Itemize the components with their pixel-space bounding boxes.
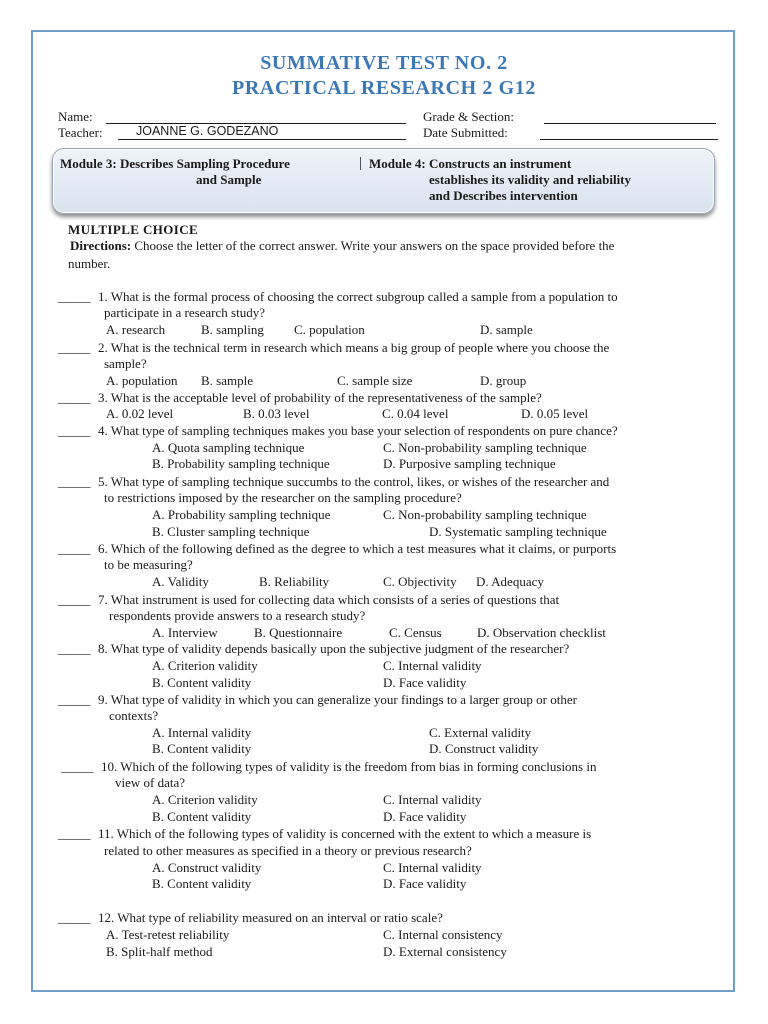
answer-blank[interactable]: _____ — [58, 826, 91, 841]
option-d: D. sample — [480, 322, 533, 337]
option-d: D. group — [480, 373, 527, 388]
option-c: C. External validity — [429, 725, 532, 740]
answer-blank[interactable]: _____ — [58, 423, 91, 438]
question-text: 9. What type of validity in which you can generalize your findings to a larger group or other — [98, 692, 577, 707]
answer-blank[interactable]: _____ — [58, 390, 91, 405]
option-b: B. Questionnaire — [254, 625, 343, 640]
option-c: C. sample size — [337, 373, 413, 388]
option-a: A. Validity — [152, 574, 209, 589]
directions-text: Choose the letter of the correct answer. Write your answers on the space provided before the — [131, 238, 615, 253]
question-text: 3. What is the acceptable level of probability of the representativeness of the sample? — [98, 390, 542, 405]
option-c: C. Internal validity — [383, 860, 482, 875]
question-text-cont: view of data? — [115, 775, 186, 790]
option-d: D. Face validity — [383, 876, 467, 891]
question-text: 2. What is the technical term in research which means a big group of people where you choose the — [98, 340, 610, 355]
option-a: A. Interview — [152, 625, 218, 640]
option-d: D. Observation checklist — [477, 625, 606, 640]
answer-blank[interactable]: _____ — [58, 910, 91, 925]
question-text-cont: related to other measures as specified in a theory or previous research? — [104, 843, 472, 858]
date-submitted-label: Date Submitted: — [423, 125, 508, 140]
option-d: D. Systematic sampling technique — [429, 524, 607, 539]
question-text: 10. Which of the following types of validity is the freedom from bias in forming conclusions in — [101, 759, 597, 774]
teacher-label: Teacher: — [58, 125, 103, 140]
answer-blank[interactable]: _____ — [61, 759, 94, 774]
question-text: 12. What type of reliability measured on an interval or ratio scale? — [98, 910, 443, 925]
grade-section-label: Grade & Section: — [423, 109, 514, 124]
option-a: A. Criterion validity — [152, 658, 258, 673]
option-d: D. Adequacy — [476, 574, 544, 589]
option-d: D. Construct validity — [429, 741, 539, 756]
option-c: C. Non-probability sampling technique — [383, 507, 587, 522]
grade-section-blank — [544, 123, 716, 124]
answer-blank[interactable]: _____ — [58, 541, 91, 556]
option-b: B. Cluster sampling technique — [152, 524, 310, 539]
subject-title: PRACTICAL RESEARCH 2 G12 — [232, 77, 536, 99]
directions-text-cont: number. — [68, 256, 111, 271]
question-text-cont: to restrictions imposed by the researcher on the sampling procedure? — [104, 490, 462, 505]
question-text: 11. Which of the following types of validity is concerned with the extent to which a measure is — [98, 826, 592, 841]
answer-blank[interactable]: _____ — [58, 692, 91, 707]
option-a: A. Probability sampling technique — [152, 507, 331, 522]
option-d: D. Purposive sampling technique — [383, 456, 556, 471]
answer-blank[interactable]: _____ — [58, 474, 91, 489]
module-3-title-cont: and Sample — [196, 172, 262, 187]
question-text-cont: contexts? — [109, 708, 159, 723]
option-c: C. Internal consistency — [383, 927, 503, 942]
directions — [70, 238, 614, 254]
name-label: Name: — [58, 109, 93, 124]
date-submitted-blank — [540, 139, 718, 140]
option-d: D. 0.05 level — [521, 406, 589, 421]
module-4-title-cont2: and Describes intervention — [429, 188, 578, 203]
option-b: B. Content validity — [152, 675, 252, 690]
option-b: B. Reliability — [259, 574, 330, 589]
option-c: C. 0.04 level — [382, 406, 449, 421]
option-d: D. Face validity — [383, 675, 467, 690]
option-d: D. External consistency — [383, 944, 507, 959]
question-text: 5. What type of sampling technique succumbs to the control, likes, or wishes of the researcher and — [98, 474, 610, 489]
question-text: 6. Which of the following defined as the degree to which a test measures what it claims, or purports — [98, 541, 617, 556]
option-c: C. Internal validity — [383, 658, 482, 673]
option-a: A. 0.02 level — [106, 406, 174, 421]
option-c: C. Census — [389, 625, 442, 640]
option-c: C. Internal validity — [383, 792, 482, 807]
option-b: B. Content validity — [152, 809, 252, 824]
option-b: B. Content validity — [152, 741, 252, 756]
question-text: 7. What instrument is used for collecting data which consists of a series of questions that — [98, 592, 560, 607]
directions-label: Directions: — [70, 238, 132, 253]
question-text-cont: respondents provide answers to a research study? — [109, 608, 366, 623]
section-heading: MULTIPLE CHOICE — [68, 222, 199, 237]
option-b: B. Probability sampling technique — [152, 456, 330, 471]
option-b: B. sampling — [201, 322, 264, 337]
option-b: B. 0.03 level — [243, 406, 310, 421]
option-c: C. population — [294, 322, 365, 337]
module-3-title: Module 3: Describes Sampling Procedure — [60, 156, 290, 171]
question-text: 4. What type of sampling techniques makes you base your selection of respondents on pure chance? — [98, 423, 618, 438]
option-a: A. Quota sampling technique — [152, 440, 305, 455]
answer-blank[interactable]: _____ — [58, 289, 91, 304]
teacher-name: JOANNE G. GODEZANO — [136, 124, 279, 138]
module-4-title: Module 4: Constructs an instrument — [369, 156, 572, 171]
question-text-cont: participate in a research study? — [104, 305, 265, 320]
question-text-cont: sample? — [104, 356, 147, 371]
module-separator: | — [359, 155, 363, 171]
option-c: C. Objectivity — [383, 574, 457, 589]
option-a: A. Test-retest reliability — [106, 927, 230, 942]
answer-blank[interactable]: _____ — [58, 592, 91, 607]
answer-blank[interactable]: _____ — [58, 641, 91, 656]
question-text-cont: to be measuring? — [104, 557, 193, 572]
option-c: C. Non-probability sampling technique — [383, 440, 587, 455]
option-a: A. Construct validity — [152, 860, 262, 875]
module-4-title-cont: establishes its validity and reliability — [429, 172, 632, 187]
question-text: 8. What type of validity depends basically upon the subjective judgment of the researcher? — [98, 641, 570, 656]
option-b: B. Content validity — [152, 876, 252, 891]
option-a: A. research — [106, 322, 166, 337]
option-d: D. Face validity — [383, 809, 467, 824]
option-a: A. Internal validity — [152, 725, 252, 740]
teacher-blank — [118, 139, 406, 140]
option-a: A. Criterion validity — [152, 792, 258, 807]
option-b: B. sample — [201, 373, 253, 388]
test-title: SUMMATIVE TEST NO. 2 — [260, 52, 508, 74]
question-text: 1. What is the formal process of choosing the correct subgroup called a sample from a population to — [98, 289, 618, 304]
option-b: B. Split-half method — [106, 944, 213, 959]
answer-blank[interactable]: _____ — [58, 340, 91, 355]
option-a: A. population — [106, 373, 178, 388]
